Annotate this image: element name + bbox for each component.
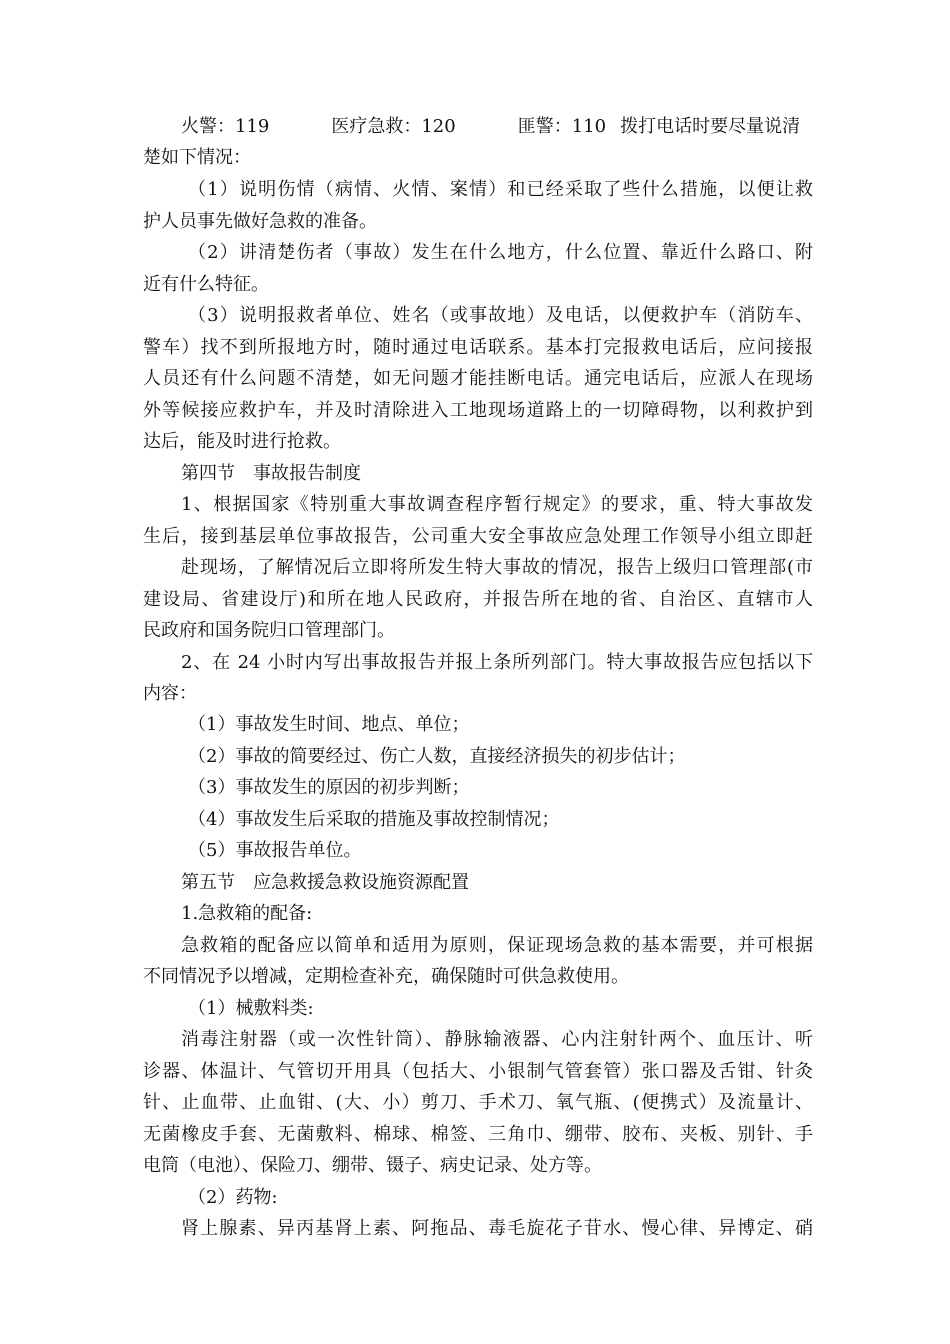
police-phone: 匪警：110 [517, 116, 607, 137]
paragraph-line: （2）讲清楚伤者（事故）发生在什么地方，什么位置、靠近什么路口、附 [188, 242, 813, 263]
paragraph-line: 民政府和国务院归口管理部门。 [143, 620, 395, 641]
list-item: （1）事故发生时间、地点、单位； [188, 714, 470, 735]
medical-phone: 医疗急救：120 [331, 116, 456, 137]
paragraph-line: 警车）找不到所报地方时，随时通过电话联系。基本打完报救电话后，应问接报 [143, 337, 813, 358]
fire-phone: 火警：119 [181, 116, 270, 137]
paragraph-line: 达后，能及时进行抢救。 [143, 431, 341, 452]
paragraph-line: 诊器、体温计、气管切开用具（包括大、小银制气管套管）张口器及舌钳、针灸 [143, 1061, 813, 1082]
list-item: （3）事故发生的原因的初步判断； [188, 777, 470, 798]
paragraph-line: 赴现场，了解情况后立即将所发生特大事故的情况，报告上级归口管理部(市 [181, 557, 813, 578]
list-item: （2）事故的简要经过、伤亡人数，直接经济损失的初步估计； [188, 746, 686, 767]
paragraph-line: （1）说明伤情（病情、火情、案情）和已经采取了些什么措施，以便让救 [188, 179, 813, 200]
section-heading: 第四节 事故报告制度 [181, 463, 361, 484]
paragraph-line: 楚如下情况： [143, 147, 251, 168]
paragraph-line: 针、止血带、止血钳、(大、小）剪刀、手术刀、氧气瓶、(便携式）及流量计、 [143, 1092, 813, 1113]
list-item: （4）事故发生后采取的措施及事故控制情况； [188, 809, 560, 830]
paragraph-line: 消毒注射器（或一次性针筒）、静脉输液器、心内注射针两个、血压计、听 [181, 1029, 813, 1050]
list-item: （5）事故报告单位。 [188, 840, 362, 861]
emergency-phone-line [181, 114, 813, 140]
paragraph-line: 近有什么特征。 [143, 274, 269, 295]
paragraph-line: 人员还有什么问题不清楚，如无问题才能挂断电话。通完电话后，应派人在现场 [143, 368, 813, 389]
paragraph-line: 护人员事先做好急救的准备。 [143, 211, 377, 232]
paragraph-line: 无菌橡皮手套、无菌敷料、棉球、棉签、三角巾、绷带、胶布、夹板、别针、手 [143, 1124, 813, 1145]
subsection-heading: 1.急救箱的配备: [181, 903, 313, 924]
paragraph-line: 电筒（电池）、保险刀、绷带、镊子、病史记录、处方等。 [143, 1155, 602, 1176]
paragraph-line: 建设局、省建设厅)和所在地人民政府，并报告所在地的省、自治区、直辖市人 [143, 589, 813, 610]
paragraph-line: 肾上腺素、异丙基肾上素、阿拖品、毒毛旋花子苷水、慢心律、异博定、硝 [181, 1218, 813, 1239]
paragraph-line: 外等候接应救护车，并及时清除进入工地现场道路上的一切障碍物，以利救护到 [143, 400, 813, 421]
paragraph-line: 2、在 24 小时内写出事故报告并报上条所列部门。特大事故报告应包括以下 [181, 652, 813, 673]
section-heading: 第五节 应急救援急救设施资源配置 [181, 872, 469, 893]
paragraph-line: （3）说明报救者单位、姓名（或事故地）及电话，以便救护车（消防车、 [188, 305, 813, 326]
paragraph-line: 急救箱的配备应以简单和适用为原则，保证现场急救的基本需要，并可根据 [181, 935, 813, 956]
paragraph-line: 不同情况予以增减，定期检查补充，确保随时可供急救使用。 [143, 966, 629, 987]
subsection-heading: （1）械敷料类: [188, 998, 314, 1019]
paragraph-line: 生后，接到基层单位事故报告，公司重大安全事故应急处理工作领导小组立即赶 [143, 526, 813, 547]
paragraph-line: 内容： [143, 683, 197, 704]
subsection-heading: （2）药物: [188, 1187, 278, 1208]
phone-note: 拨打电话时要尽量说清 [620, 116, 801, 137]
paragraph-line: 1、根据国家《特别重大事故调查程序暂行规定》的要求，重、特大事故发 [181, 494, 813, 515]
